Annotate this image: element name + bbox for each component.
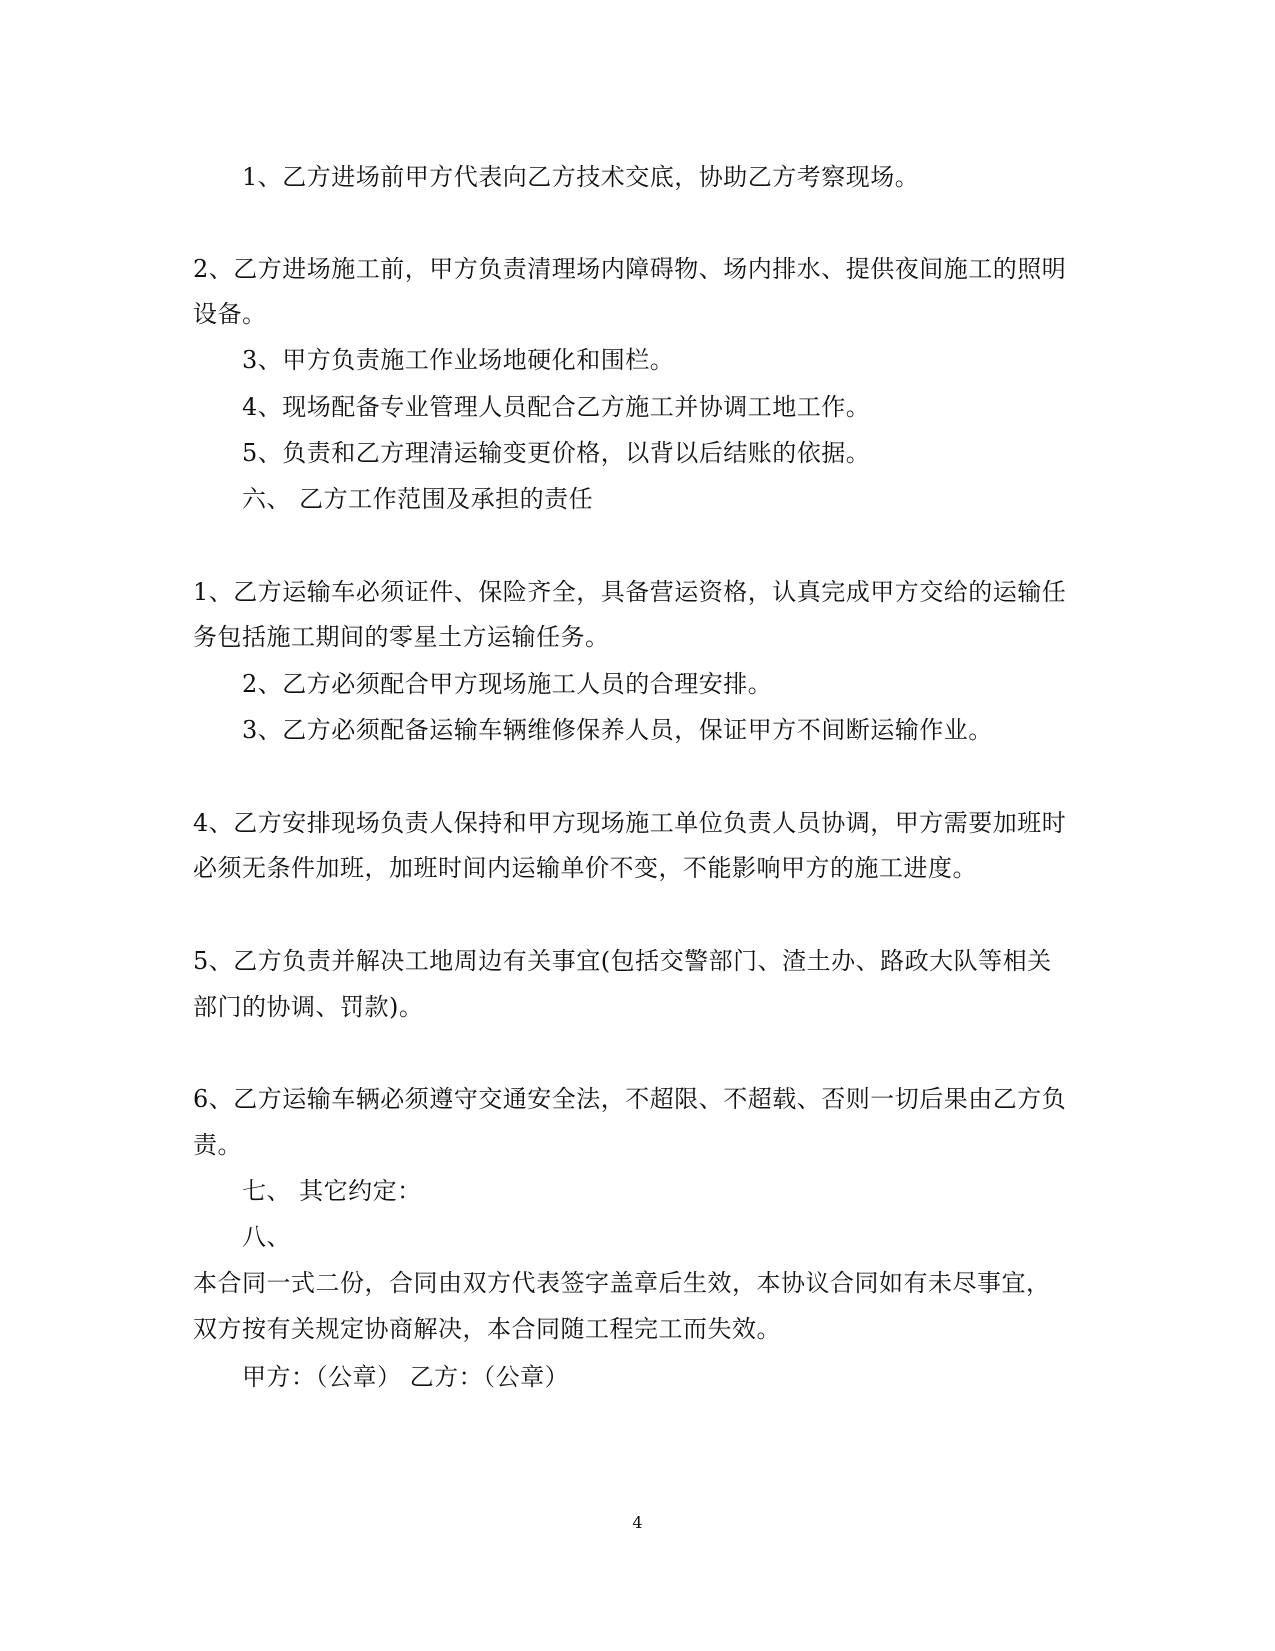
section-6-heading: 六、 乙方工作范围及承担的责任 — [242, 485, 594, 513]
clause-5-1: 1、乙方进场前甲方代表向乙方技术交底，协助乙方考察现场。 — [242, 163, 920, 191]
closing-paragraph-line-1: 本合同一式二份，合同由双方代表签字盖章后生效，本协议合同如有未尽事宜， — [193, 1269, 1051, 1297]
section-7-heading: 七、 其它约定： — [242, 1177, 422, 1205]
clause-5-2-line-1: 2、乙方进场施工前，甲方负责清理场内障碍物、场内排水、提供夜间施工的照明 — [193, 255, 1067, 283]
clause-5-4: 4、现场配备专业管理人员配合乙方施工并协调工地工作。 — [242, 393, 871, 421]
clause-5-2-line-2: 设备。 — [193, 300, 267, 328]
clause-6-4-line-1: 4、乙方安排现场负责人保持和甲方现场施工单位负责人员协调，甲方需要加班时 — [193, 809, 1067, 837]
clause-6-2: 2、乙方必须配合甲方现场施工人员的合理安排。 — [242, 670, 773, 698]
clause-6-6-line-2: 责。 — [193, 1131, 242, 1159]
page-number: 4 — [632, 1513, 643, 1532]
clause-6-3: 3、乙方必须配备运输车辆维修保养人员，保证甲方不间断运输作业。 — [242, 716, 993, 744]
clause-6-5-line-1: 5、乙方负责并解决工地周边有关事宜(包括交警部门、渣土办、路政大队等相关 — [193, 947, 1052, 975]
clause-6-4-line-2: 必须无条件加班，加班时间内运输单价不变，不能影响甲方的施工进度。 — [193, 854, 977, 882]
section-8-heading: 八、 — [242, 1223, 291, 1251]
clause-6-1-line-1: 1、乙方运输车必须证件、保险齐全，具备营运资格，认真完成甲方交给的运输任 — [193, 578, 1067, 606]
clause-6-6-line-1: 6、乙方运输车辆必须遵守交通安全法，不超限、不超载、否则一切后果由乙方负 — [193, 1085, 1067, 1113]
clause-6-1-line-2: 务包括施工期间的零星土方运输任务。 — [193, 623, 610, 651]
signature-line: 甲方：（公章） 乙方：（公章） — [242, 1363, 570, 1391]
clause-5-3: 3、甲方负责施工作业场地硬化和围栏。 — [242, 346, 675, 374]
clause-5-5: 5、负责和乙方理清运输变更价格，以背以后结账的依据。 — [242, 439, 871, 467]
clause-6-5-line-2: 部门的协调、罚款)。 — [193, 993, 424, 1021]
closing-paragraph-line-2: 双方按有关规定协商解决，本合同随工程完工而失效。 — [193, 1315, 781, 1343]
